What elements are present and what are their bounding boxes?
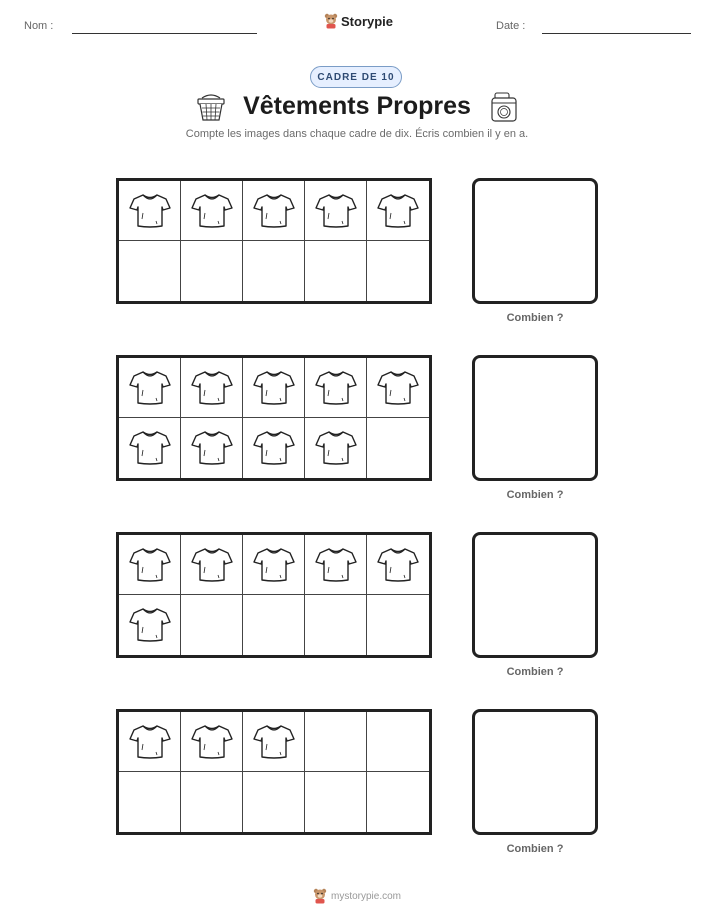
tshirt-icon <box>190 368 234 408</box>
frame-cell <box>243 712 305 772</box>
frame-cell <box>305 712 367 772</box>
ten-frame-2 <box>116 355 432 481</box>
combien-label-1: Combien ? <box>506 312 564 324</box>
brand-name: Storypie <box>341 13 394 29</box>
tshirt-icon <box>190 722 234 762</box>
tshirt-icon <box>376 545 420 585</box>
footer <box>0 888 714 904</box>
frame-cell <box>367 535 429 595</box>
frame-cell <box>181 712 243 772</box>
frame-cell <box>181 535 243 595</box>
frame-cell <box>119 418 181 478</box>
combien-label-4: Combien ? <box>506 843 564 855</box>
answer-box-2[interactable] <box>472 355 598 481</box>
brand-logo <box>324 13 393 29</box>
frame-cell <box>367 712 429 772</box>
frame-cell <box>243 181 305 241</box>
tshirt-icon <box>252 368 296 408</box>
ten-frame-1 <box>116 178 432 304</box>
frame-cell <box>367 595 429 655</box>
tshirt-icon <box>128 191 172 231</box>
frame-cell <box>305 535 367 595</box>
bear-icon <box>313 888 327 904</box>
page-title: Vêtements Propres <box>243 92 471 120</box>
worksheet-badge: CADRE DE 10 <box>310 66 402 88</box>
frame-cell <box>243 418 305 478</box>
date-label: Date : <box>496 20 526 32</box>
frame-cell <box>367 241 429 301</box>
frame-cell <box>305 241 367 301</box>
frame-cell <box>181 241 243 301</box>
frame-cell <box>181 418 243 478</box>
tshirt-icon <box>128 545 172 585</box>
instructions: Compte les images dans chaque cadre de dix. Écris combien il y en a. <box>185 128 529 140</box>
tshirt-icon <box>314 368 358 408</box>
frame-cell <box>367 772 429 832</box>
frame-cell <box>243 535 305 595</box>
footer-url: mystorypie.com <box>330 890 401 902</box>
ten-frame-3 <box>116 532 432 658</box>
frame-cell <box>181 595 243 655</box>
frame-cell <box>305 181 367 241</box>
tshirt-icon <box>252 428 296 468</box>
frame-cell <box>305 418 367 478</box>
answer-box-3[interactable] <box>472 532 598 658</box>
tshirt-icon <box>190 191 234 231</box>
date-line[interactable] <box>542 33 691 34</box>
frame-cell <box>305 595 367 655</box>
combien-label-2: Combien ? <box>506 489 564 501</box>
bear-icon <box>324 13 338 29</box>
tshirt-icon <box>314 191 358 231</box>
frame-cell <box>119 712 181 772</box>
frame-cell <box>181 181 243 241</box>
answer-box-1[interactable] <box>472 178 598 304</box>
frame-cell <box>119 181 181 241</box>
washing-machine-icon <box>490 92 518 122</box>
name-line[interactable] <box>72 33 257 34</box>
tshirt-icon <box>128 368 172 408</box>
tshirt-icon <box>314 428 358 468</box>
frame-cell <box>367 181 429 241</box>
tshirt-icon <box>376 191 420 231</box>
tshirt-icon <box>128 428 172 468</box>
frame-cell <box>181 358 243 418</box>
frame-cell <box>305 358 367 418</box>
tshirt-icon <box>128 605 172 645</box>
frame-cell <box>367 358 429 418</box>
frame-cell <box>119 535 181 595</box>
tshirt-icon <box>252 545 296 585</box>
frame-cell <box>119 358 181 418</box>
frame-cell <box>243 595 305 655</box>
tshirt-icon <box>314 545 358 585</box>
name-label: Nom : <box>24 20 54 32</box>
frame-cell <box>243 772 305 832</box>
frame-cell <box>305 772 367 832</box>
frame-cell <box>119 772 181 832</box>
answer-box-4[interactable] <box>472 709 598 835</box>
frame-cell <box>119 241 181 301</box>
frame-cell <box>119 595 181 655</box>
tshirt-icon <box>128 722 172 762</box>
tshirt-icon <box>190 545 234 585</box>
frame-cell <box>243 358 305 418</box>
frame-cell <box>243 241 305 301</box>
combien-label-3: Combien ? <box>506 666 564 678</box>
ten-frame-4 <box>116 709 432 835</box>
frame-cell <box>181 772 243 832</box>
tshirt-icon <box>376 368 420 408</box>
tshirt-icon <box>252 722 296 762</box>
tshirt-icon <box>190 428 234 468</box>
tshirt-icon <box>252 191 296 231</box>
frame-cell <box>367 418 429 478</box>
